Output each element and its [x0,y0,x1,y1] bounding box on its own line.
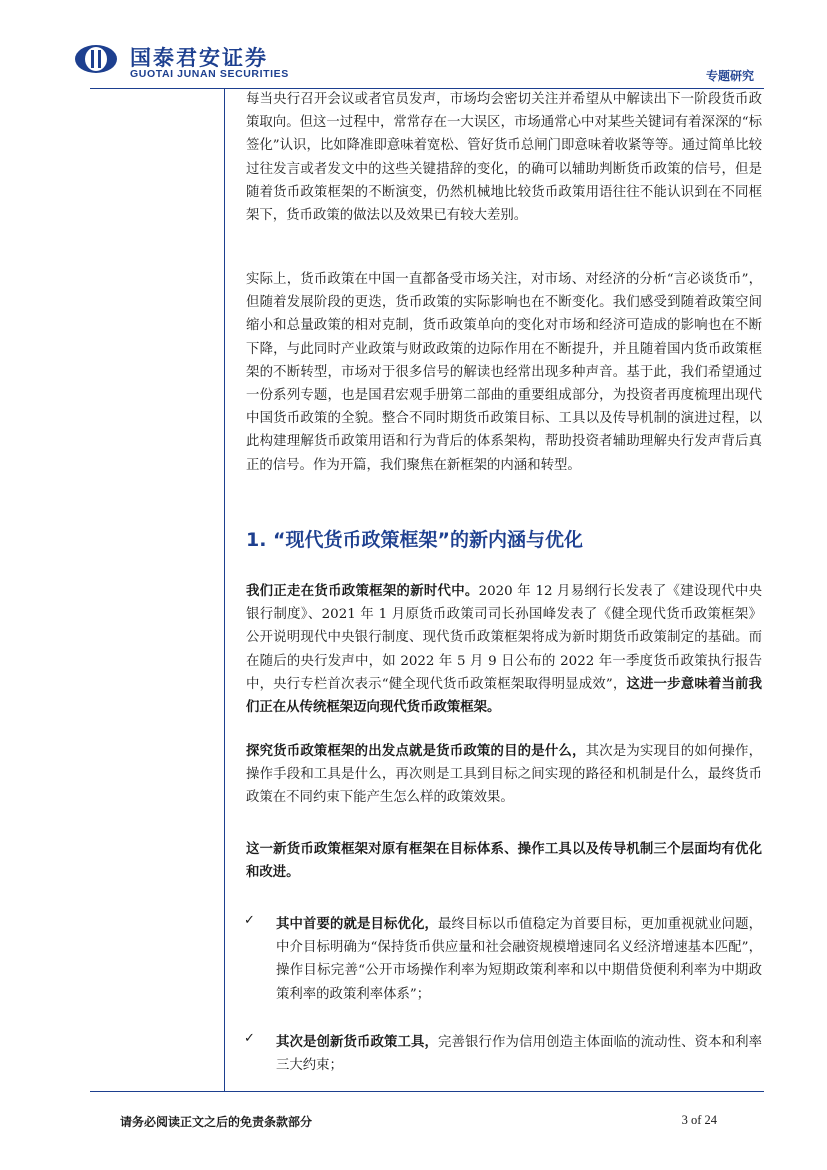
left-margin-rule [224,88,225,1091]
checkmark-icon: ✓ [244,913,255,928]
paragraph-new-era-lead: 我们正走在货币政策框架的新时代中。 [246,583,479,599]
paragraph-intro-2: 实际上，货币政策在中国一直都备受市场关注，对市场、对经济的分析“言必谈货币”，但随着发展阶段的更迭，货币政策的实际影响也在不断变化。我们感受到随着政策空间缩小和总量政策的相对克制，货币政策单向的变化对市场和经济可造成的影响也在不断下降，与此同时产业政策与财政政策的边际作用在不断提升，并且随着国内货币政策框架的不断转型，市场对于很多信号的解读也经常出现多种声音。基于此，我们希望通过一份系列专题，也是国君宏观手册第二部曲的重要组成部分，为投资者再度梳理出现代中国货币政策的全貌。整合不同时期货币政策目标、工具以及传导机制的演进过程，以此构建理解货币政策用语和行为背后的体系架构，帮助投资者辅助理解央行发声背后真正的信号。作为开篇，我们聚焦在新框架的内涵和转型。 [246,272,762,473]
paragraph-new-era-conclusion: 这进一步意味着当前我们正在从传统框架迈向现代货币政策框架。 [246,675,762,716]
paragraph-framework-origin [246,740,762,810]
paragraph-framework-origin-text: 其次是为实现目的如何操作，操作手段和工具是什么，再次则是工具到目标之间实现的路径和机制是什么，最终货币政策在不同约束下能产生怎么样的政策效果。 [246,744,763,806]
bullet-text [276,913,762,1006]
bullet-body: 最终目标以币值稳定为首要目标，更加重视就业问题，中介目标明确为“保持货币供应量和社会融资规模增速同名义经济增速基本匹配”，操作目标完善“公开市场操作利率为短期政策利率和以中期借贷便利利率为中期政策利率的政策利率体系”； [276,917,763,1002]
footer-divider [90,1091,764,1092]
bullet-lead: 其次是创新货币政策工具， [276,1034,439,1050]
disclaimer-note: 请务必阅读正文之后的免责条款部分 [120,1115,313,1129]
bullet-lead: 其中首要的就是目标优化， [276,916,439,932]
checkmark-icon: ✓ [244,1031,255,1046]
brand-name-en: GUOTAI JUNAN SECURITIES [130,68,289,80]
section-heading: 1. “现代货币政策框架”的新内涵与优化 [246,529,584,551]
bullet-body: 完善银行作为信用创造主体面临的流动性、资本和利率三大约束； [276,1035,763,1074]
paragraph-new-era [246,580,762,719]
paragraph-new-era-text: 2020 年 12 月易纲行长发表了《建设现代中央银行制度》、2021 年 1 月原货币政策司司长孙国峰发表了《健全现代货币政策框架》公开说明现代中央银行制度、现代货币政策框架将成为新时期货币政策制定的基础。而在随后的央行发声中，如 2022 年 5 月 9 日公布的 2022 年一季度货币政策执行报告中，央行专栏首次表示“健全现代货币政策框架取得明显成效”， [246,584,763,692]
guotai-junan-logo-icon [74,44,118,74]
paragraph-optimization-summary: 这一新货币政策框架对原有框架在目标体系、操作工具以及传导机制三个层面均有优化和改进。 [246,841,762,881]
bullet-item-tool-innovation [246,1031,762,1077]
brand-name-cn: 国泰君安证券 [130,46,268,70]
paragraph-intro-1: 每当央行召开会议或者官员发声，市场均会密切关注并希望从中解读出下一阶段货币政策取向。但这一过程中，常常存在一大误区，市场通常心中对某些关键词有着深深的“标签化”认识，比如降准即意味着宽松、管好货币总闸门即意味着收紧等等。通过简单比较过往发言或者发文中的这些关键措辞的变化，的确可以辅助判断货币政策的信号，但是随着货币政策框架的不断演变，仍然机械地比较货币政策用语往往不能认识到在不同框架下，货币政策的做法以及效果已有较大差别。 [246,92,762,224]
page-number: 3 of 24 [681,1113,717,1127]
section-tag: 专题研究 [705,69,754,83]
bullet-item-target-optimization [246,913,762,1006]
page-header [0,0,827,90]
paragraph-framework-origin-lead: 探究货币政策框架的出发点就是货币政策的目的是什么， [246,743,586,759]
bullet-text [276,1031,762,1077]
